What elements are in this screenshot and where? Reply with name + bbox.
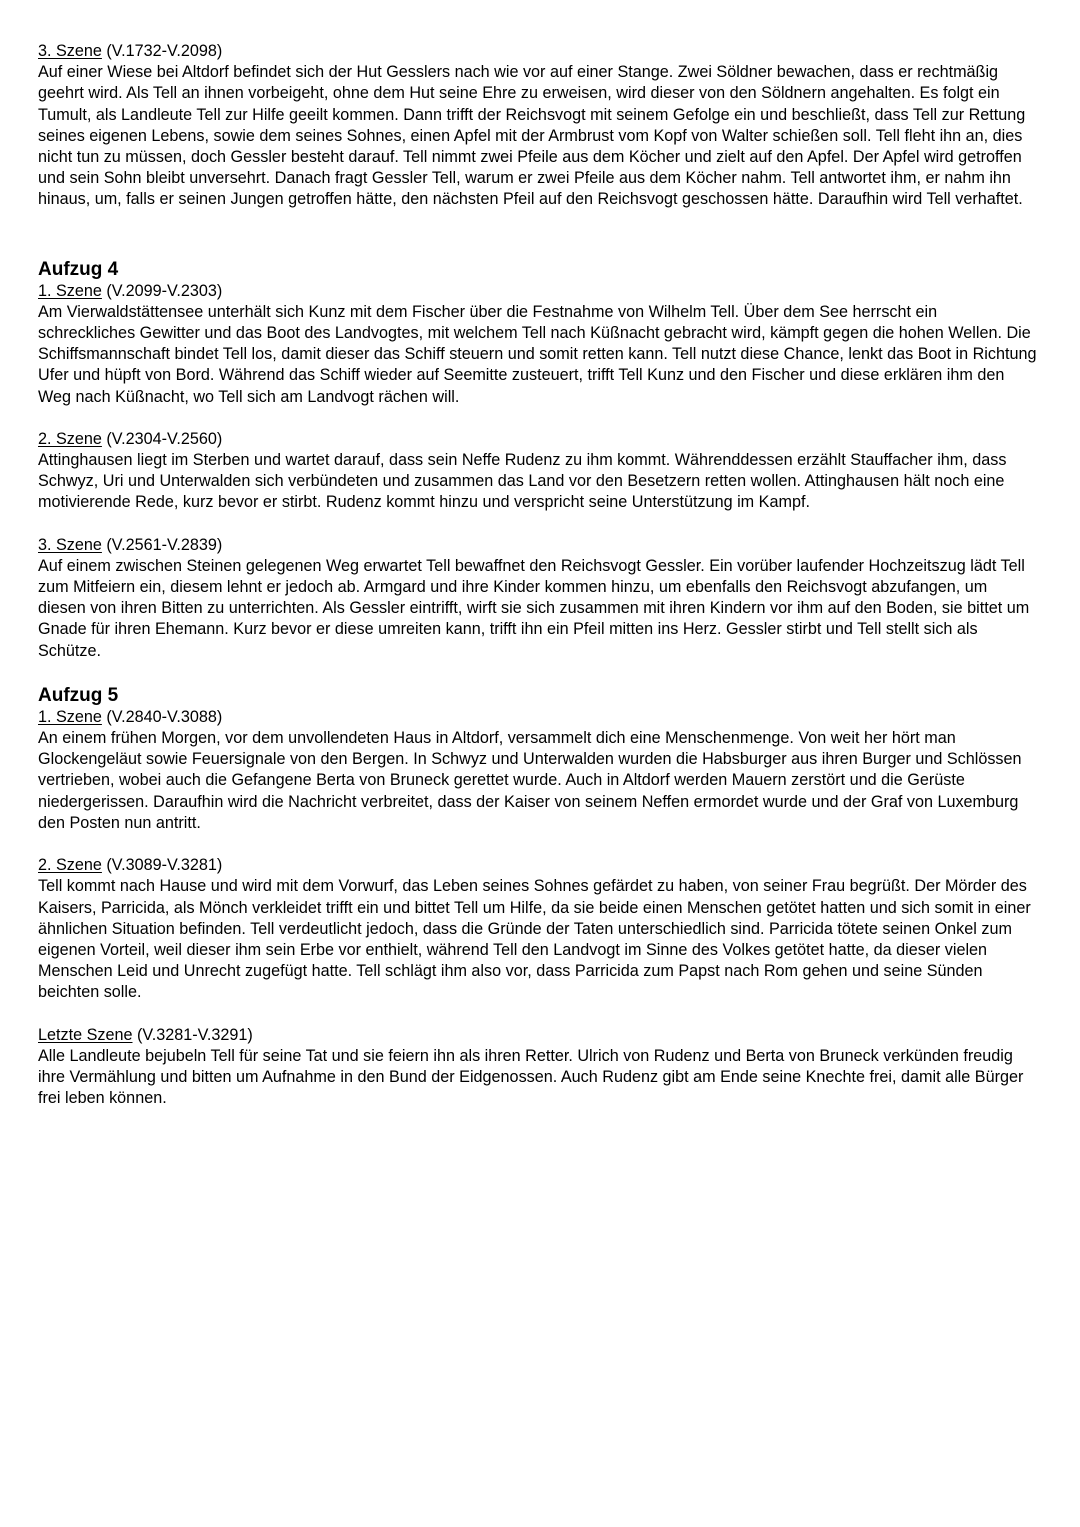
scene-summary: Alle Landleute bejubeln Tell für seine Tat und sie feiern ihn als ihren Retter. Ulrich von Rudenz und Berta von Bruneck verkünden freudig ihre Vermählung und bitten um Aufnahme in den Bund der Eidgenossen. Auch Rudenz gibt am Ende seine Knechte frei, damit alle Bürger frei leben können. <box>38 1046 1024 1108</box>
scene-verses: (V.3089-V.3281) <box>106 856 223 875</box>
scene-act5-last <box>38 1025 1038 1110</box>
scene-summary: Auf einem zwischen Steinen gelegenen Weg erwartet Tell bewaffnet den Reichsvogt Gessler. Ein vorüber laufender Hochzeitszug lädt Tell zum Mitfeiern ein, diesem lehnt er jedoch ab. Armgard und ihre Kinder kommen hinzu, um ebenfalls den Reichsvogt abzufangen, um diesen von ihren Bitten zu unterrichten. Als Gessler eintrifft, wirft sie sich zusammen mit ihren Kindern vor ihm auf den Boden, sie bittet um Gnade für ihren Ehemann. Kurz bevor er diese umreiten kann, trifft ihn ein Pfeil mitten ins Herz. Gessler stirbt und Tell stellt sich als Schütze. <box>38 556 1030 660</box>
scene-heading <box>38 1025 1038 1046</box>
scene-verses: (V.2304-V.2560) <box>106 429 223 448</box>
scene-title: 2. Szene <box>38 429 102 448</box>
scene-summary: Am Vierwaldstättensee unterhält sich Kunz mit dem Fischer über die Festnahme von Wilhelm Tell. Über dem See herrscht ein schreckliches Gewitter und das Boot des Landvogtes, mit welchem Tell nach Küßnacht gebracht wird, kämpft gegen die hohen Wellen. Die Schiffsmannschaft bindet Tell los, damit dieser das Schiff steuern und somit retten kann. Tell nutzt diese Chance, lenkt das Boot in Richtung Ufer und hüpft von Bord. Während das Schiff wieder auf Seemitte zusteuert, trifft Tell Kunz und den Fischer und diese erklären ihm den Weg nach Küßnacht, wo Tell sich am Landvogt rächen will. <box>38 302 1037 406</box>
scene-title: 3. Szene <box>38 42 102 60</box>
scene-act4-3 <box>38 535 1038 662</box>
scene-verses: (V.2561-V.2839) <box>106 535 223 554</box>
scene-act4-2 <box>38 429 1038 514</box>
scene-act5-1 <box>38 707 1038 834</box>
scene-title: 1. Szene <box>38 707 102 726</box>
scene-verses: (V.2099-V.2303) <box>106 281 223 300</box>
scene-act4-1 <box>38 281 1038 408</box>
scene-title: 2. Szene <box>38 856 102 875</box>
scene-summary: Tell kommt nach Hause und wird mit dem Vorwurf, das Leben seines Sohnes gefärdet zu haben, von seiner Frau begrüßt. Der Mörder des Kaisers, Parricida, als Mönch verkleidet trifft ein und bittet Tell um Hilfe, da sie beide einen Menschen getötet hatten und sich somit in einer ähnlichen Situation befinden. Tell verdeutlicht jedoch, dass die Gründe der Taten unterschiedlich sind. Parricida tötete seinen Onkel zum eigenen Vorteil, weil dieser ihm sein Erbe vor enthielt, während Tell den Landvogt im Sinne des Volkes getötet hatte, da dieser vielen Menschen Leid und Unrecht zugefügt hatte. Tell schlägt ihm also vor, dass Parricida zum Papst nach Rom gehen und seine Sünden beichten solle. <box>38 877 1031 1002</box>
scene-summary: An einem frühen Morgen, vor dem unvollendeten Haus in Altdorf, versammelt dich eine Menschenmenge. Von weit her hört man Glockengeläut sowie Feuersignale von den Bergen. In Schwyz und Unterwalden wurden die Habsburger aus ihren Burger und Schlössen vertrieben, wobei auch die Gefangene Berta von Bruneck gerettet wurde. Auch in Altdorf werden Mauern zerstört und die Gerüste niedergerissen. Daraufhin wird die Nachricht verbreitet, dass der Kaiser von seinem Neffen ermordet wurde und der Graf von Luxemburg den Posten nun antritt. <box>38 729 1022 832</box>
scene-heading <box>38 429 1038 450</box>
scene-act5-2 <box>38 855 1038 1003</box>
scene-verses: (V.1732-V.2098) <box>106 42 223 60</box>
scene-summary: Auf einer Wiese bei Altdorf befindet sich der Hut Gesslers nach wie vor auf einer Stange. Zwei Söldner bewachen, dass er rechtmäßig geehrt wird. Als Tell an ihnen vorbeigeht, ohne dem Hut seine Ehre zu erweisen, wird dieser von den Söldnern angehalten. Es folgt ein Tumult, als Landleute Tell zur Hilfe geeilt kommen. Dann trifft der Reichsvogt mit seinem Gefolge ein und beschließt, dass Tell zur Rettung seines eigenen Lebens, sowie dem seines Sohnes, einen Apfel mit der Armbrust vom Kopf von Walter schießen soll. Tell fleht ihn an, dies nicht tun zu müssen, doch Gessler besteht darauf. Tell nimmt zwei Pfeile aus dem Köcher und zielt auf den Apfel. Der Apfel wird getroffen und sein Sohn bleibt unversehrt. Danach fragt Gessler Tell, warum er zwei Pfeile aus dem Köcher nahm. Tell antwortet ihm, er nahm ihn hinaus, um, falls er seinen Jungen getroffen hätte, den nächsten Pfeil auf den Reichsvogt geschossen hätte. Daraufhin wird Tell verhaftet. <box>38 63 1026 209</box>
scene-title: Letzte Szene <box>38 1025 133 1044</box>
act-title-4: Aufzug 4 <box>38 258 119 280</box>
scene-heading <box>38 281 1038 302</box>
scene-heading <box>38 707 1038 728</box>
scene-act3-3 <box>38 41 1038 211</box>
scene-verses: (V.3281-V.3291) <box>137 1025 253 1044</box>
scene-title: 3. Szene <box>38 535 102 554</box>
scene-heading <box>38 855 1038 876</box>
scene-title: 1. Szene <box>38 281 102 300</box>
scene-heading <box>38 535 1038 556</box>
scene-summary: Attinghausen liegt im Sterben und wartet darauf, dass sein Neffe Rudenz zu ihm kommt. Währenddessen erzählt Stauffacher ihm, dass Schwyz, Uri und Unterwalden sich verbündeten und zusammen das Land vor den Besetzern retten wollen. Attinghausen hält noch eine motivierende Rede, kurz bevor er stirbt. Rudenz kommt hinzu und verspricht seine Unterstützung im Kampf. <box>38 451 1007 512</box>
act-title-5: Aufzug 5 <box>38 684 119 706</box>
scene-verses: (V.2840-V.3088) <box>106 707 223 726</box>
document-page <box>38 41 1038 1109</box>
scene-heading <box>38 41 1038 62</box>
